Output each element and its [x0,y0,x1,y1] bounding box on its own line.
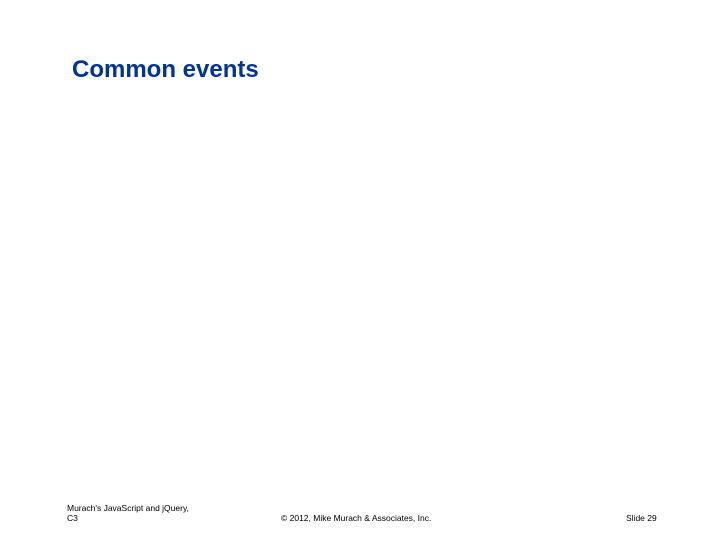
footer-book-title-line1: Murach's JavaScript and jQuery, [67,503,189,513]
footer-book-title [67,503,189,523]
slide-footer [0,503,720,533]
footer-book-title-line2: C3 [67,513,78,523]
footer-slide-number: Slide 29 [626,513,657,523]
footer-copyright: © 2012, Mike Murach & Associates, Inc. [281,513,432,523]
slide-title: Common events [72,56,259,83]
